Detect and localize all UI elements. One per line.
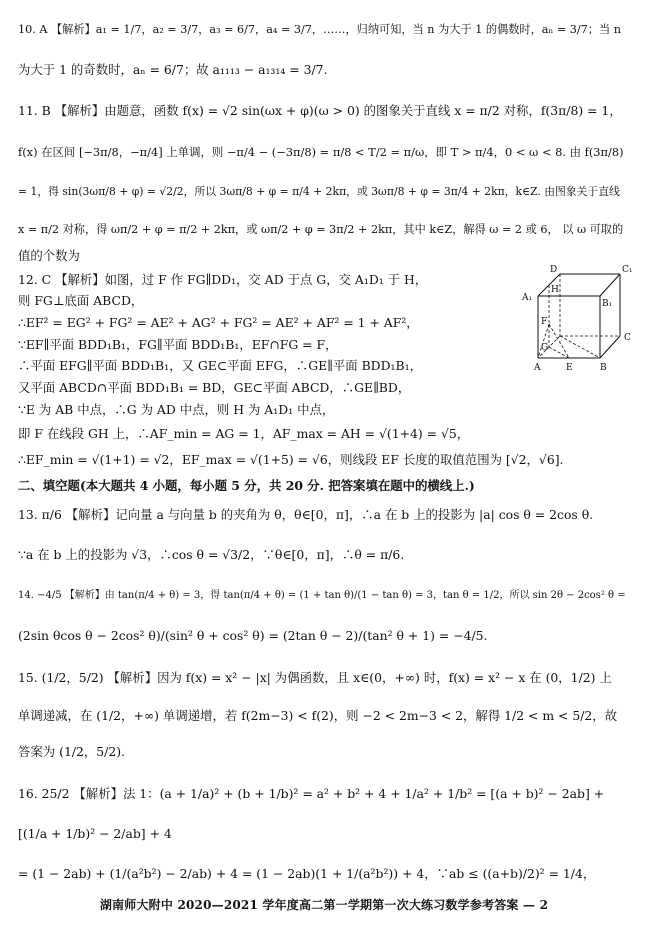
edge-c1-b1 xyxy=(600,274,620,296)
p12-line-7: ∵E 为 AB 中点，∴G 为 AD 中点，则 H 为 A₁D₁ 中点， xyxy=(18,402,335,417)
p16-line-2: [(1/a + 1/b)² − 2/ab] + 4 xyxy=(18,826,172,841)
label-f: F xyxy=(541,317,548,327)
p12-line-2: 则 FG⊥底面 ABCD， xyxy=(18,293,144,308)
p11-line-3: = 1，得 sin(3ωπ/8 + φ) = √2/2，所以 3ωπ/8 + φ = π/4 + 2kπ，或 3ωπ/8 + φ = 3π/4 + 2kπ，k∈Z. 由图象关于直线 xyxy=(18,185,620,198)
p12-line-5: ∴平面 EFG∥平面 BDD₁B₁，又 GE⊂平面 EFG，∴GE∥平面 BDD₁B₁， xyxy=(18,358,422,373)
p15-line-2: 单调递减，在 (1/2，+∞) 单调递增，若 f(2m−3) < f(2)，则 −2 < 2m−3 < 2，解得 1/2 < m < 5/2，故 xyxy=(18,708,618,723)
p15-line-1: 15. (1/2，5/2) 【解析】因为 f(x) = x² − |x| 为偶函数，且 x∈(0，+∞) 时，f(x) = x² − x 在 (0，1/2) 上 xyxy=(18,670,612,685)
p16-line-3: = (1 − 2ab) + (1/(a²b²) − 2/ab) + 4 = (1 − 2ab)(1 + 1/(a²b²)) + 4，∵ab ≤ ((a+b)/2)² = 1/4， xyxy=(18,866,596,881)
label-a1: A₁ xyxy=(522,293,533,303)
edge-b-c xyxy=(600,336,620,358)
label-b1: B₁ xyxy=(602,299,613,309)
label-c1: C₁ xyxy=(622,265,633,275)
p14-line-1: 14. −4/5 【解析】由 tan(π/4 + θ) = 3，得 tan(π/4 + θ) = (1 + tan θ)/(1 − tan θ) = 3，tan θ = 1/2，所以 sin 2θ − 2cos² θ = xyxy=(18,590,626,601)
p11-line-4: x = π/2 对称，得 ωπ/2 + φ = π/2 + 2kπ，或 ωπ/2 + φ = 3π/2 + 2kπ，其中 k∈Z，解得 ω = 2 或 6， 以 ω 可取的 xyxy=(18,223,624,236)
label-g: G xyxy=(541,343,549,353)
label-h: H xyxy=(551,285,559,295)
p14-line-2: (2sin θcos θ − 2cos² θ)/(sin² θ + cos² θ) = (2tan θ − 2)/(tan² θ + 1) = −4/5. xyxy=(18,628,488,643)
cube-figure xyxy=(520,262,638,374)
p13-line-1: 13. π/6 【解析】记向量 a 与向量 b 的夹角为 θ，θ∈[0，π]，∴a 在 b 上的投影为 |a| cos θ = 2cos θ. xyxy=(18,507,594,522)
label-e: E xyxy=(566,363,573,373)
p12-line-3: ∴EF² = EG² + FG² = AE² + AG² + FG² = AE² + AF² = 1 + AF²， xyxy=(18,315,419,330)
p12-line-6: 又平面 ABCD∩平面 BDD₁B₁ = BD，GE⊂平面 ABCD，∴GE∥BD， xyxy=(18,380,411,395)
p11-line-2: f(x) 在区间 [−3π/8，−π/4] 上单调，则 −π/4 − (−3π/8) = π/8 < T/2 = π/ω，即 T > π/4，0 < ω < 8. 由 f(3π/8) xyxy=(18,145,624,159)
section-heading-fill-in: 二、填空题(本大题共 4 小题，每小题 5 分，共 20 分. 把答案填在题中的横线上.) xyxy=(18,478,475,493)
p13-line-2: ∵a 在 b 上的投影为 √3，∴cos θ = √3/2，∵θ∈[0，π]，∴θ = π/6. xyxy=(18,547,405,562)
label-c: C xyxy=(624,333,631,343)
p10-line-2: 为大于 1 的奇数时，aₙ = 6/7；故 a₁₁₁₃ − a₁₃₁₄ = 3/7. xyxy=(18,62,328,77)
p15-line-3: 答案为 (1/2，5/2). xyxy=(18,744,125,759)
page-footer: 湖南师大附中 2020—2021 学年度高二第一学期第一次大练习数学参考答案 — 2 xyxy=(99,898,549,912)
hidden-diagonal-bd xyxy=(560,336,600,358)
label-b: B xyxy=(600,363,607,373)
p11-line-5: 值的个数为 xyxy=(18,248,80,263)
label-a: A xyxy=(534,363,541,373)
p12-line-9: ∴EF_min = √(1+1) = √2，EF_max = √(1+5) = √6，则线段 EF 长度的取值范围为 [√2，√6]. xyxy=(18,452,564,467)
label-d: D xyxy=(550,265,558,275)
p12-line-4: ∵EF∥平面 BDD₁B₁，FG∥平面 BDD₁B₁，EF∩FG = F， xyxy=(18,337,338,352)
hidden-segment-ge xyxy=(549,347,569,358)
p12-line-8: 即 F 在线段 GH 上，∴AF_min = AG = 1，AF_max = AH = √(1+4) = √5， xyxy=(18,426,470,441)
p10-line-1: 10. A 【解析】a₁ = 1/7，a₂ = 3/7，a₃ = 6/7，a₄ = 3/7，……，归纳可知，当 n 为大于 1 的偶数时，aₙ = 3/7；当 n xyxy=(18,23,621,36)
p12-line-1: 12. C 【解析】如图，过 F 作 FG∥DD₁，交 AD 于点 G，交 A₁D₁ 于 H， xyxy=(18,272,428,287)
p11-line-1: 11. B 【解析】由题意，函数 f(x) = √2 sin(ωx + φ)(ω > 0) 的图象关于直线 x = π/2 对称，f(3π/8) = 1， xyxy=(18,103,622,118)
p16-line-1: 16. 25/2 【解析】法 1：(a + 1/a)² + (b + 1/b)² = a² + b² + 4 + 1/a² + 1/b² = [(a + b)² − 2ab] + xyxy=(18,786,605,801)
